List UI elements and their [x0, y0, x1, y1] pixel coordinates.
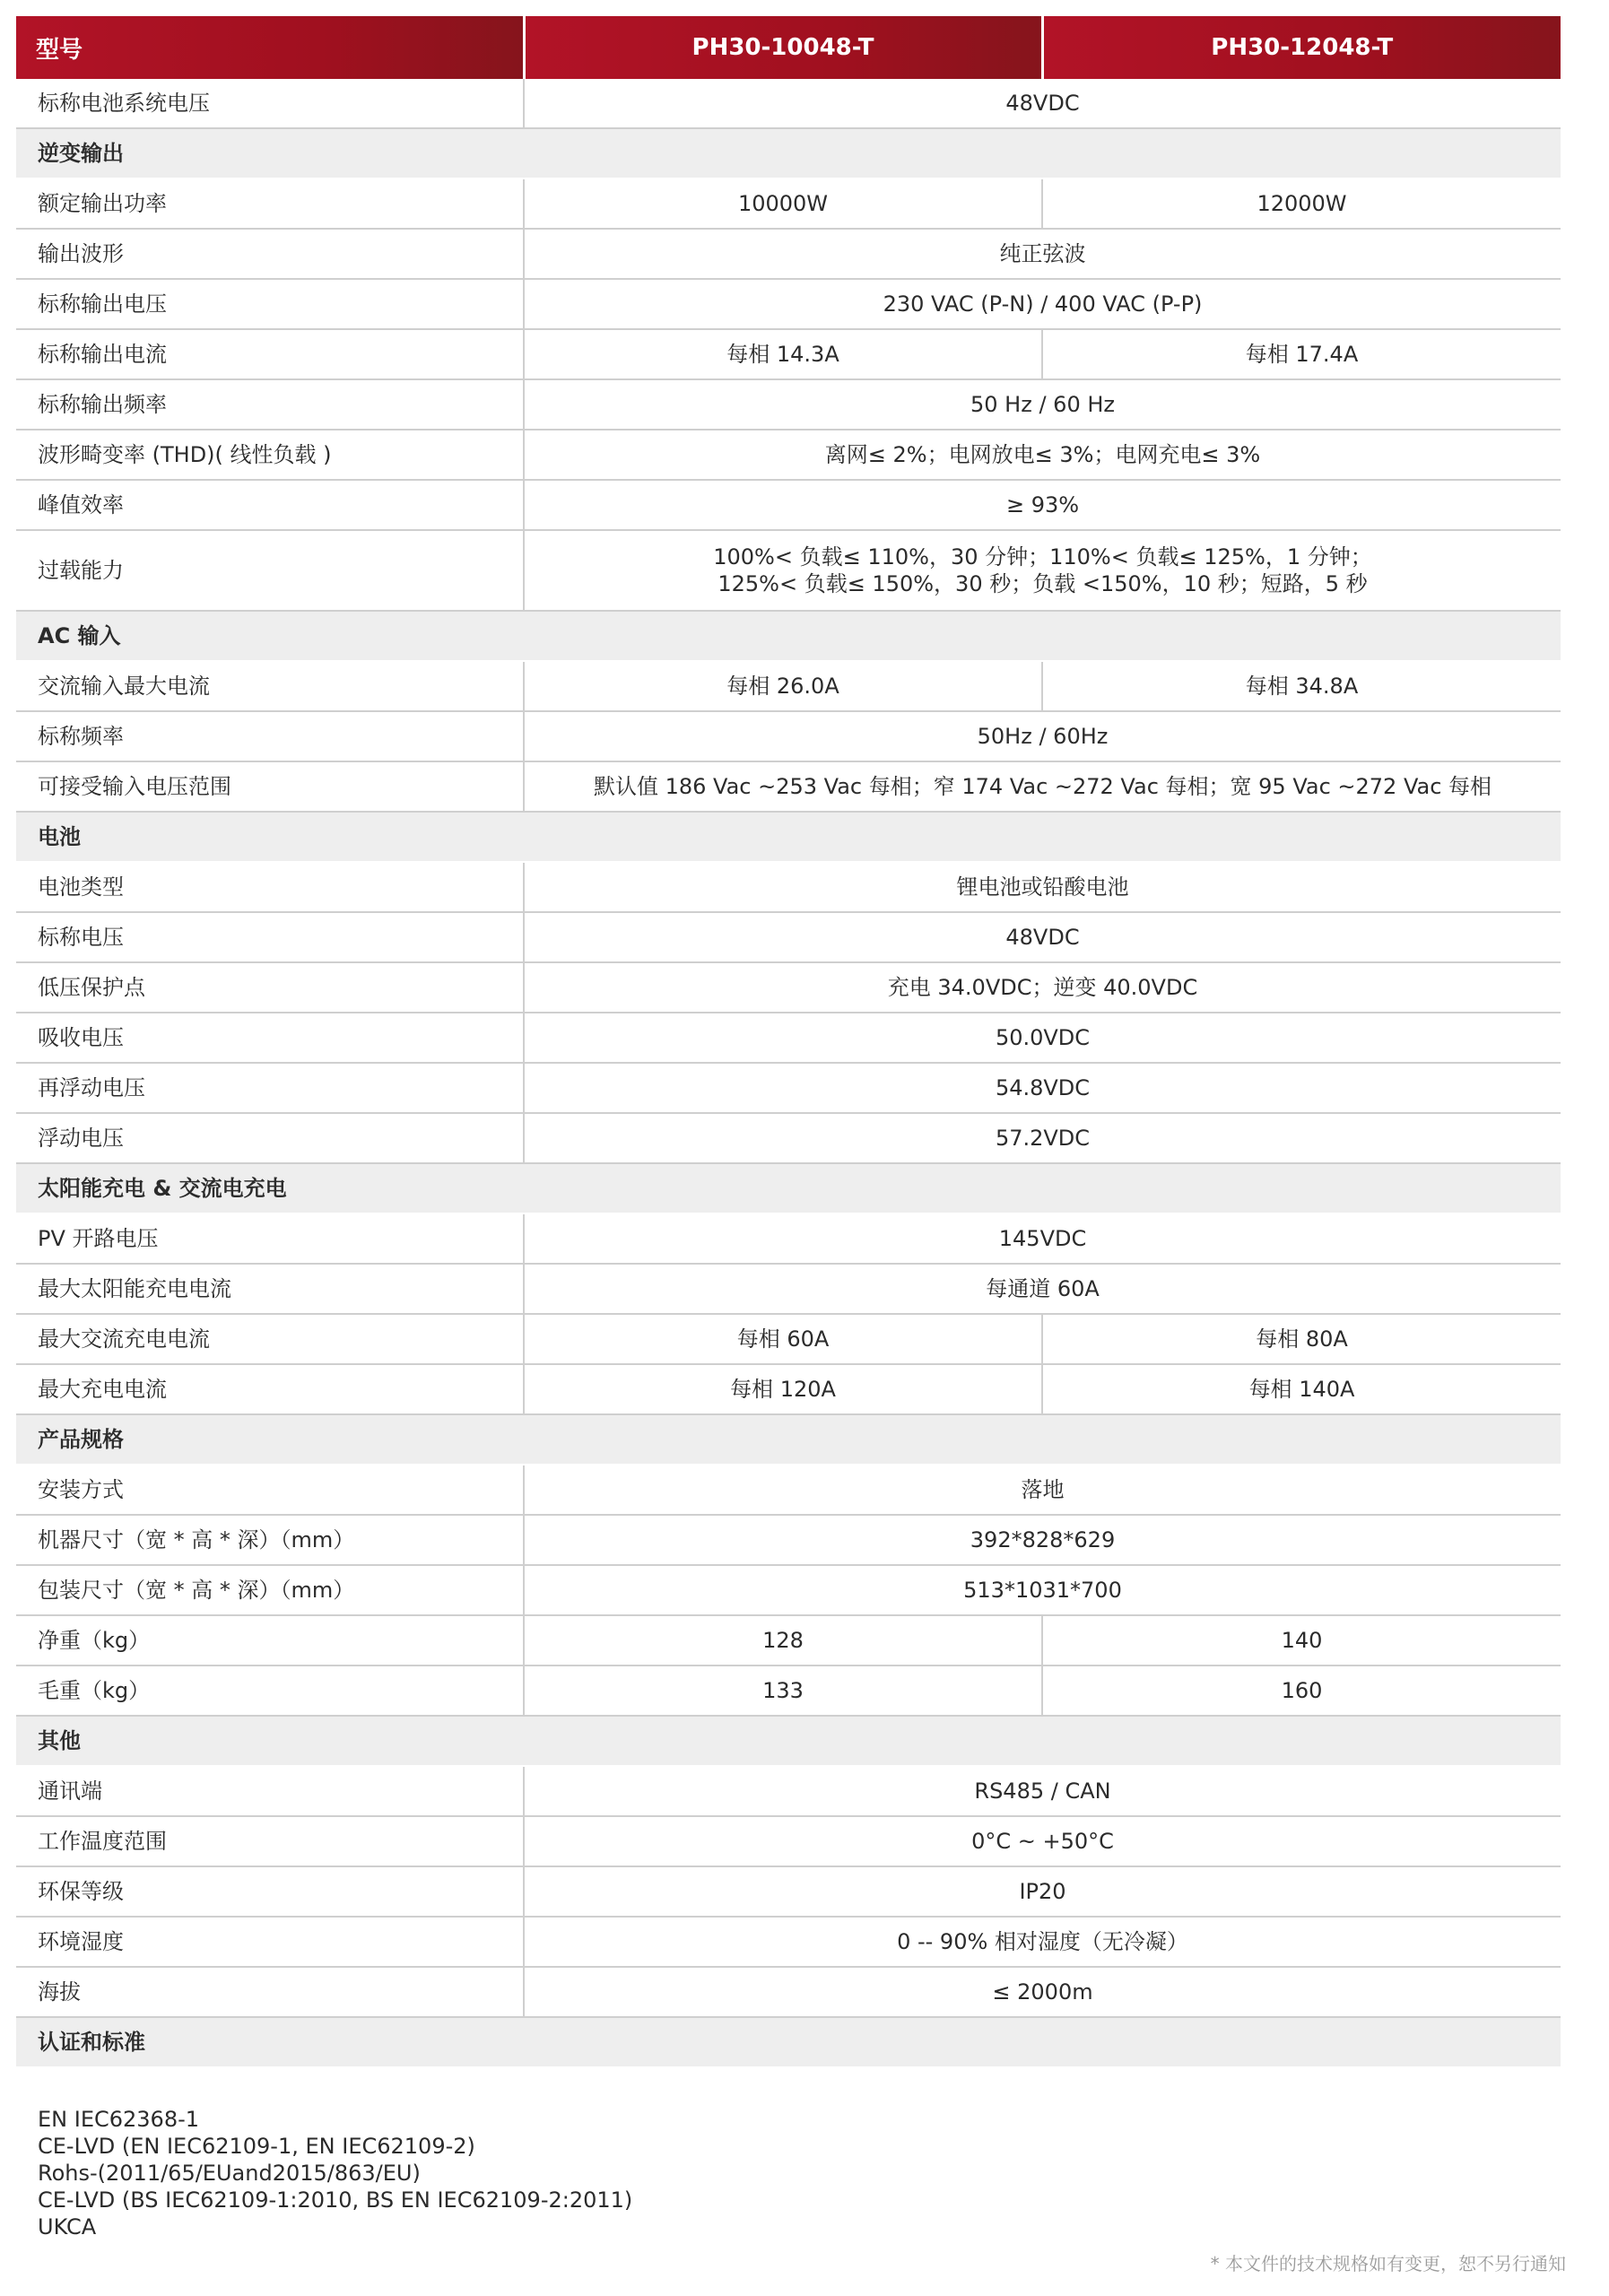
- spec-label: 安装方式: [16, 1465, 524, 1515]
- spec-value: IP20: [524, 1866, 1561, 1917]
- spec-value: 48VDC: [524, 79, 1561, 128]
- table-row: [16, 1063, 1561, 1113]
- certification-list: [38, 2106, 632, 2240]
- table-row: [16, 1615, 1561, 1665]
- spec-value: 160: [1042, 1665, 1561, 1716]
- spec-label: 毛重（kg）: [16, 1665, 524, 1716]
- spec-value: 128: [524, 1615, 1042, 1665]
- section-header-row: [16, 2017, 1561, 2067]
- spec-value: 每相 140A: [1042, 1364, 1561, 1414]
- section-header-row: [16, 1163, 1561, 1213]
- spec-value: 50.0VDC: [524, 1013, 1561, 1063]
- section-header-row: [16, 611, 1561, 661]
- spec-value-line: 100%< 负载≤ 110%，30 分钟；110%< 负载≤ 125%，1 分钟；: [713, 544, 1372, 570]
- table-row: [16, 1364, 1561, 1414]
- spec-label: 波形畸变率 (THD)( 线性负载 ): [16, 430, 524, 480]
- table-row: [16, 1113, 1561, 1163]
- spec-label: 可接受输入电压范围: [16, 761, 524, 812]
- spec-value: 230 VAC (P-N) / 400 VAC (P-P): [524, 279, 1561, 329]
- spec-value: 140: [1042, 1615, 1561, 1665]
- table-row: [16, 1917, 1561, 1967]
- spec-label: 低压保护点: [16, 962, 524, 1013]
- section-title: 电池: [16, 812, 1561, 862]
- spec-value: 0 -- 90% 相对湿度（无冷凝）: [524, 1917, 1561, 1967]
- table-row: [16, 229, 1561, 279]
- table-row: [16, 279, 1561, 329]
- table-row: [16, 1314, 1561, 1364]
- spec-label: PV 开路电压: [16, 1213, 524, 1264]
- certification-item: UKCA: [38, 2214, 97, 2239]
- certification-item: EN IEC62368-1: [38, 2107, 200, 2132]
- spec-label: 净重（kg）: [16, 1615, 524, 1665]
- table-row: [16, 530, 1561, 611]
- spec-value: 离网≤ 2%；电网放电≤ 3%；电网充电≤ 3%: [524, 430, 1561, 480]
- spec-value-line: 125%< 负载≤ 150%，30 秒；负载 <150%，10 秒；短路，5 秒: [718, 571, 1368, 596]
- spec-label: 海拔: [16, 1967, 524, 2017]
- spec-value: 48VDC: [524, 912, 1561, 962]
- spec-value: 每相 14.3A: [524, 329, 1042, 379]
- table-row: [16, 379, 1561, 430]
- table-row: [16, 1665, 1561, 1716]
- spec-value: 392*828*629: [524, 1515, 1561, 1565]
- spec-label: 最大交流充电电流: [16, 1314, 524, 1364]
- spec-label: 工作温度范围: [16, 1816, 524, 1866]
- table-row: [16, 1816, 1561, 1866]
- table-row: [16, 1866, 1561, 1917]
- spec-value: 默认值 186 Vac ~253 Vac 每相；窄 174 Vac ~272 Vac 每相；宽 95 Vac ~272 Vac 每相: [524, 761, 1561, 812]
- section-title: 太阳能充电 & 交流电充电: [16, 1163, 1561, 1213]
- spec-value: ≥ 93%: [524, 480, 1561, 530]
- spec-label: 环境湿度: [16, 1917, 524, 1967]
- table-row: [16, 1465, 1561, 1515]
- table-row: [16, 1766, 1561, 1816]
- spec-value: 57.2VDC: [524, 1113, 1561, 1163]
- spec-value: 每相 80A: [1042, 1314, 1561, 1364]
- section-header-row: [16, 128, 1561, 178]
- table-row: [16, 862, 1561, 912]
- spec-label: 最大太阳能充电电流: [16, 1264, 524, 1314]
- table-row: [16, 178, 1561, 229]
- model-name: PH30-10048-T: [524, 16, 1042, 79]
- spec-label: 包装尺寸（宽 * 高 * 深）（mm）: [16, 1565, 524, 1615]
- spec-value: 每相 17.4A: [1042, 329, 1561, 379]
- section-title: 产品规格: [16, 1414, 1561, 1465]
- spec-value: 133: [524, 1665, 1042, 1716]
- spec-table-body: [16, 79, 1561, 2067]
- spec-label: 额定输出功率: [16, 178, 524, 229]
- spec-value: [524, 530, 1561, 611]
- spec-value: ≤ 2000m: [524, 1967, 1561, 2017]
- table-row: [16, 480, 1561, 530]
- spec-label: 峰值效率: [16, 480, 524, 530]
- spec-value: 50 Hz / 60 Hz: [524, 379, 1561, 430]
- spec-label: 过载能力: [16, 530, 524, 611]
- table-row: [16, 711, 1561, 761]
- spec-label: 再浮动电压: [16, 1063, 524, 1113]
- table-row: [16, 79, 1561, 128]
- spec-label: 标称输出电流: [16, 329, 524, 379]
- certification-item: CE-LVD (BS IEC62109-1:2010, BS EN IEC62109-2:2011): [38, 2187, 633, 2213]
- spec-label: 标称电压: [16, 912, 524, 962]
- spec-label: 吸收电压: [16, 1013, 524, 1063]
- spec-value: 纯正弦波: [524, 229, 1561, 279]
- spec-label: 环保等级: [16, 1866, 524, 1917]
- table-row: [16, 1213, 1561, 1264]
- spec-value: 每相 120A: [524, 1364, 1042, 1414]
- table-row: [16, 1565, 1561, 1615]
- table-row: [16, 912, 1561, 962]
- section-title: AC 输入: [16, 611, 1561, 661]
- table-row: [16, 430, 1561, 480]
- spec-value: 145VDC: [524, 1213, 1561, 1264]
- table-row: [16, 1515, 1561, 1565]
- spec-value: 落地: [524, 1465, 1561, 1515]
- section-title: 其他: [16, 1716, 1561, 1766]
- spec-table: [16, 16, 1561, 2068]
- spec-value: RS485 / CAN: [524, 1766, 1561, 1816]
- spec-label: 标称电池系统电压: [16, 79, 524, 128]
- spec-value: 每通道 60A: [524, 1264, 1561, 1314]
- spec-label: 标称频率: [16, 711, 524, 761]
- spec-value: 12000W: [1042, 178, 1561, 229]
- section-title: 逆变输出: [16, 128, 1561, 178]
- table-row: [16, 962, 1561, 1013]
- spec-value: 充电 34.0VDC；逆变 40.0VDC: [524, 962, 1561, 1013]
- table-row: [16, 1264, 1561, 1314]
- spec-label: 交流输入最大电流: [16, 661, 524, 711]
- certification-item: Rohs-(2011/65/EUand2015/863/EU): [38, 2161, 421, 2186]
- section-header-row: [16, 812, 1561, 862]
- spec-label: 通讯端: [16, 1766, 524, 1816]
- spec-label: 电池类型: [16, 862, 524, 912]
- section-title: 认证和标准: [16, 2017, 1561, 2067]
- spec-value: 每相 60A: [524, 1314, 1042, 1364]
- spec-value: 50Hz / 60Hz: [524, 711, 1561, 761]
- table-header-row: [16, 16, 1561, 79]
- spec-label: 标称输出电压: [16, 279, 524, 329]
- spec-label: 浮动电压: [16, 1113, 524, 1163]
- section-header-row: [16, 1716, 1561, 1766]
- table-row: [16, 1013, 1561, 1063]
- table-row: [16, 1967, 1561, 2017]
- section-header-row: [16, 1414, 1561, 1465]
- spec-value: 10000W: [524, 178, 1042, 229]
- table-row: [16, 761, 1561, 812]
- spec-value: 0°C ~ +50°C: [524, 1816, 1561, 1866]
- disclaimer-footnote: * 本文件的技术规格如有变更，恕不另行通知: [1210, 2253, 1566, 2274]
- certification-item: CE-LVD (EN IEC62109-1, EN IEC62109-2): [38, 2134, 475, 2159]
- spec-label: 标称输出频率: [16, 379, 524, 430]
- table-row: [16, 661, 1561, 711]
- spec-value: 每相 26.0A: [524, 661, 1042, 711]
- table-row: [16, 329, 1561, 379]
- spec-label: 最大充电电流: [16, 1364, 524, 1414]
- spec-value: 每相 34.8A: [1042, 661, 1561, 711]
- spec-label: 输出波形: [16, 229, 524, 279]
- spec-value: 513*1031*700: [524, 1565, 1561, 1615]
- spec-value: 54.8VDC: [524, 1063, 1561, 1113]
- spec-value: 锂电池或铅酸电池: [524, 862, 1561, 912]
- model-name: PH30-12048-T: [1042, 16, 1561, 79]
- spec-label: 机器尺寸（宽 * 高 * 深）（mm）: [16, 1515, 524, 1565]
- model-label: 型号: [16, 16, 524, 79]
